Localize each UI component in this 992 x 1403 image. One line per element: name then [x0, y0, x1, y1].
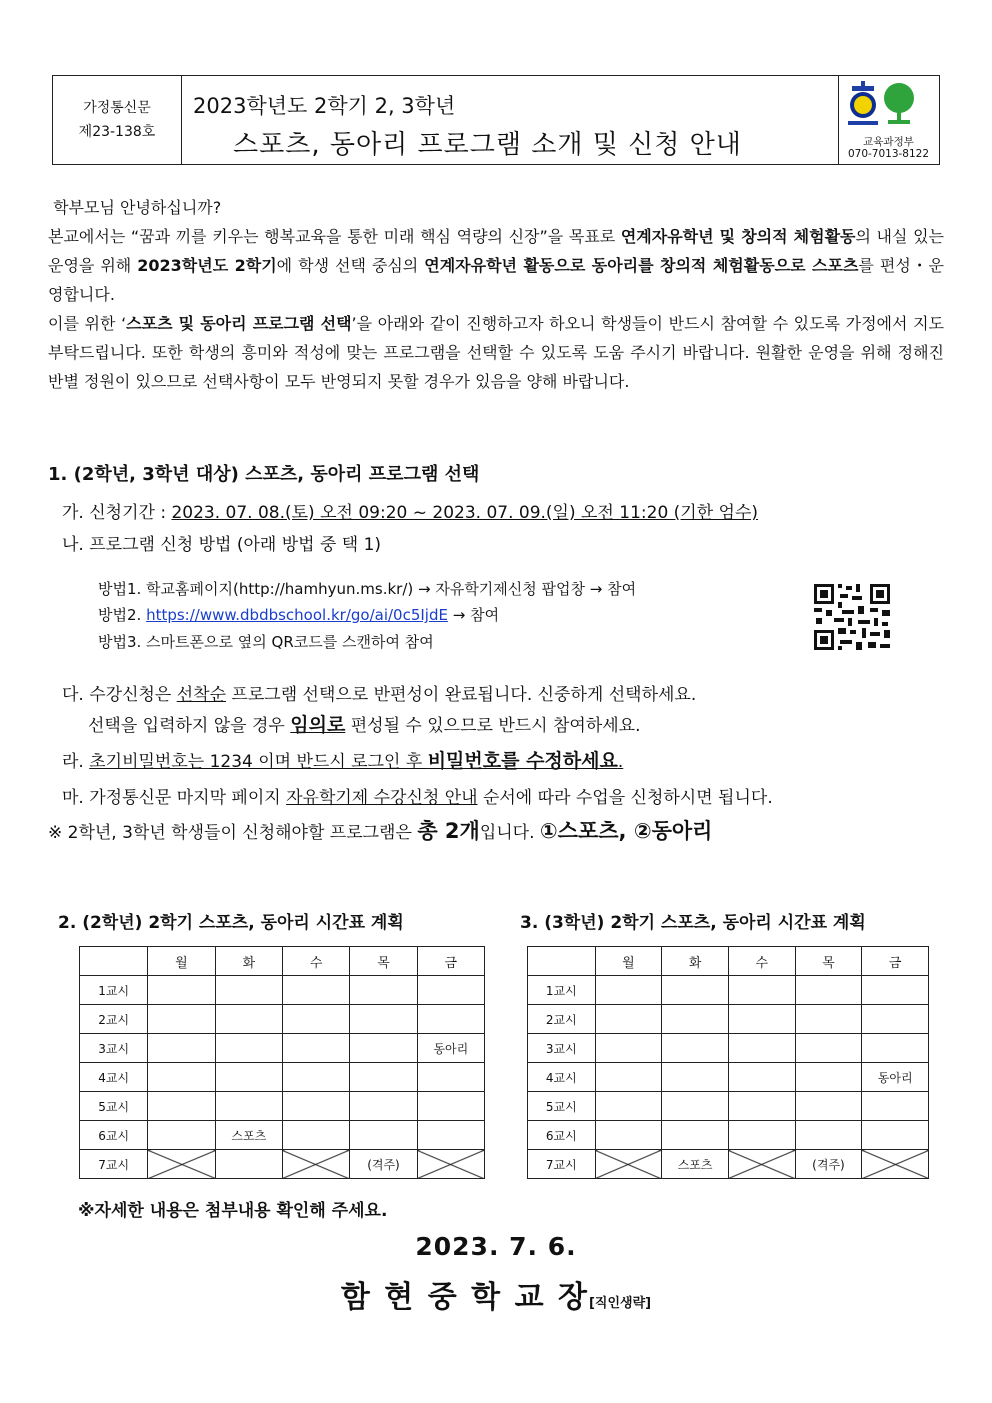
table-row — [80, 1005, 485, 1034]
timetable-cell — [282, 1005, 349, 1034]
timetable-cell — [795, 976, 862, 1005]
timetable-cell — [215, 1092, 282, 1121]
timetable-cell — [595, 976, 662, 1005]
section3-title: 3. (3학년) 2학기 스포츠, 동아리 시간표 계획 — [520, 913, 866, 933]
day-header: 목 — [350, 947, 417, 976]
day-header: 수 — [728, 947, 795, 976]
detail-note: ※자세한 내용은 첨부내용 확인해 주세요. — [78, 1201, 388, 1221]
timetable-cell — [795, 1005, 862, 1034]
no-class-cell — [148, 1150, 215, 1179]
timetable-cell — [282, 1034, 349, 1063]
timetable-grade3 — [527, 946, 929, 1179]
timetable-cell — [215, 1005, 282, 1034]
table-row — [528, 1034, 929, 1063]
timetable-cell — [350, 976, 417, 1005]
day-header: 금 — [862, 947, 929, 976]
timetable-cell — [795, 1063, 862, 1092]
method-2: 방법2. https://www.dbdbschool.kr/go/ai/0c5IjdE → 참여 — [98, 606, 500, 624]
timetable-cell — [215, 1063, 282, 1092]
timetable-cell — [417, 1092, 484, 1121]
table-row — [80, 1034, 485, 1063]
timetable-cell — [728, 976, 795, 1005]
timetable-cell — [148, 1005, 215, 1034]
apply-link[interactable]: https://www.dbdbschool.kr/go/ai/0c5IjdE — [146, 606, 448, 624]
timetable-cell — [662, 976, 729, 1005]
timetable-cell — [215, 976, 282, 1005]
timetable-cell — [148, 1063, 215, 1092]
timetable-cell — [728, 1005, 795, 1034]
doc-number: 제23-138호 — [78, 124, 156, 140]
timetable-cell — [350, 1034, 417, 1063]
timetable-cell — [282, 1121, 349, 1150]
period-label: 3교시 — [528, 1034, 596, 1063]
timetable-cell — [350, 1092, 417, 1121]
intro-text — [48, 193, 944, 396]
timetable-cell: 스포츠 — [215, 1121, 282, 1150]
timetable-cell — [728, 1121, 795, 1150]
timetable-cell — [662, 1092, 729, 1121]
timetable-cell — [595, 1034, 662, 1063]
timetable-cell — [215, 1034, 282, 1063]
timetable-cell — [350, 1063, 417, 1092]
day-header: 화 — [215, 947, 282, 976]
no-class-cell — [595, 1150, 662, 1179]
timetable-cell — [662, 1121, 729, 1150]
item-da-2: 선택을 입력하지 않을 경우 임의로 편성될 수 있으므로 반드시 참여하세요. — [88, 714, 641, 736]
timetable-cell — [148, 976, 215, 1005]
timetable-cell — [148, 1121, 215, 1150]
timetable-cell — [215, 1150, 282, 1179]
timetable-cell — [282, 1063, 349, 1092]
period-label: 7교시 — [528, 1150, 596, 1179]
logo-cell — [838, 76, 939, 164]
page-title: 스포츠, 동아리 프로그램 소개 및 신청 안내 — [233, 130, 742, 160]
qr-code-icon[interactable] — [812, 582, 892, 652]
timetable-cell: (격주) — [350, 1150, 417, 1179]
timetable-cell: (격주) — [795, 1150, 862, 1179]
header-box — [52, 75, 940, 165]
no-class-cell — [728, 1150, 795, 1179]
period-label: 2교시 — [80, 1005, 148, 1034]
day-header: 월 — [148, 947, 215, 976]
dept-name: 교육과정부 — [863, 136, 914, 148]
title-line1: 2023학년도 2학기 2, 3학년 — [193, 94, 456, 118]
item-ra: 라. 초기비밀번호는 1234 이며 반드시 로그인 후 비밀번호를 수정하세요. — [62, 750, 624, 772]
table-row — [528, 1092, 929, 1121]
timetable-cell — [728, 1063, 795, 1092]
timetable-cell — [417, 1063, 484, 1092]
timetable-cell — [728, 1092, 795, 1121]
section1-title: 1. (2학년, 3학년 대상) 스포츠, 동아리 프로그램 선택 — [48, 464, 480, 485]
timetable-cell — [595, 1121, 662, 1150]
table-row — [528, 1005, 929, 1034]
timetable-cell: 스포츠 — [662, 1150, 729, 1179]
item-da: 다. 수강신청은 선착순 프로그램 선택으로 반편성이 완료됩니다. 신중하게 선택하세요. — [62, 685, 697, 705]
greeting: 학부모님 안녕하십니까? — [53, 198, 222, 217]
timetable-cell — [148, 1034, 215, 1063]
timetable-cell — [862, 1005, 929, 1034]
timetable-cell — [795, 1034, 862, 1063]
apply-period: 가. 신청기간 : 2023. 07. 08.(토) 오전 09:20 ~ 2023. 07. 09.(일) 오전 11:20 (기한 엄수) — [62, 503, 759, 523]
timetable-cell — [282, 976, 349, 1005]
period-label: 7교시 — [80, 1150, 148, 1179]
method-3: 방법3. 스마트폰으로 옆의 QR코드를 스캔하여 참여 — [98, 633, 434, 651]
period-label: 1교시 — [80, 976, 148, 1005]
timetable-header-row — [80, 947, 485, 976]
no-class-cell — [862, 1150, 929, 1179]
signature-line — [0, 1272, 992, 1316]
timetable-cell — [417, 976, 484, 1005]
timetable-cell — [595, 1005, 662, 1034]
timetable-cell — [862, 1121, 929, 1150]
timetable-cell — [862, 1092, 929, 1121]
timetable-cell: 동아리 — [417, 1034, 484, 1063]
corner-cell — [528, 947, 596, 976]
period-label: 4교시 — [80, 1063, 148, 1092]
timetable-cell — [862, 976, 929, 1005]
table-row — [80, 976, 485, 1005]
program-note: ※ 2학년, 3학년 학생들이 신청해야할 프로그램은 총 2개입니다. ①스포츠, ②동아리 — [48, 819, 713, 843]
method-1: 방법1. 학교홈페이지(http://hamhyun.ms.kr/) → 자유학기제신청 팝업창 → 참여 — [98, 580, 637, 598]
table-row — [80, 1150, 485, 1179]
period-label: 6교시 — [80, 1121, 148, 1150]
period-label: 2교시 — [528, 1005, 596, 1034]
timetable-cell — [350, 1005, 417, 1034]
day-header: 화 — [662, 947, 729, 976]
timetable-cell — [728, 1034, 795, 1063]
timetable-cell — [417, 1005, 484, 1034]
intro-paragraph-1: 본교에서는 “꿈과 끼를 키우는 행복교육을 통한 미래 핵심 역량의 신장”을 목표로 연계자유학년 및 창의적 체험활동의 내실 있는 운영을 위해 2023학년도 2학기에 학생 선택 중심의 연계자유학년 활동으로 동아리를 창의적 체험활동으로 스포츠를 편성・운영합니다. — [48, 227, 945, 304]
corner-cell — [80, 947, 148, 976]
day-header: 금 — [417, 947, 484, 976]
timetable-cell — [662, 1034, 729, 1063]
intro-paragraph-2: 이를 위한 ‘스포츠 및 동아리 프로그램 선택’을 아래와 같이 진행하고자 하오니 학생들이 반드시 참여할 수 있도록 가정에서 지도 부탁드립니다. 또한 학생의 흥미와 적성에 맞는 프로그램을 선택할 수 있도록 도움 주시기 바랍니다. 원활한 운영을 위해 정해진 반별 정원이 있으므로 선택사항이 모두 반영되지 못할 경우가 있음을 양해 바랍니다. — [48, 314, 944, 391]
doc-info-cell — [53, 76, 182, 164]
table-row — [528, 1150, 929, 1179]
timetable-cell — [148, 1092, 215, 1121]
day-header: 월 — [595, 947, 662, 976]
period-label: 5교시 — [80, 1092, 148, 1121]
timetable-cell — [862, 1034, 929, 1063]
timetable-cell — [595, 1092, 662, 1121]
timetable-cell — [795, 1121, 862, 1150]
day-header: 수 — [282, 947, 349, 976]
no-class-cell — [282, 1150, 349, 1179]
period-label: 5교시 — [528, 1092, 596, 1121]
apply-method-title: 나. 프로그램 신청 방법 (아래 방법 중 택 1) — [62, 535, 382, 555]
item-ma: 마. 가정통신문 마지막 페이지 자유학기제 수강신청 안내 순서에 따라 수업을 신청하시면 됩니다. — [62, 788, 773, 808]
period-label: 6교시 — [528, 1121, 596, 1150]
dept-phone: 070-7013-8122 — [847, 148, 930, 160]
timetable-cell — [662, 1005, 729, 1034]
day-header: 목 — [795, 947, 862, 976]
timetable-cell — [595, 1063, 662, 1092]
timetable-cell: 동아리 — [862, 1063, 929, 1092]
timetable-cell — [417, 1121, 484, 1150]
no-class-cell — [417, 1150, 484, 1179]
timetable-cell — [282, 1092, 349, 1121]
period-label: 3교시 — [80, 1034, 148, 1063]
section2-title: 2. (2학년) 2학기 스포츠, 동아리 시간표 계획 — [58, 913, 404, 933]
timetable-cell — [350, 1121, 417, 1150]
seal-note: [직인생략] — [588, 1296, 652, 1311]
newsletter-label: 가정통신문 — [83, 100, 151, 116]
timetable-cell — [662, 1063, 729, 1092]
timetable-cell — [795, 1092, 862, 1121]
school-logo-icon — [838, 76, 939, 134]
title-cell — [181, 76, 839, 164]
issue-date: 2023. 7. 6. — [415, 1232, 577, 1261]
timetable-header-row — [528, 947, 929, 976]
table-row — [80, 1092, 485, 1121]
table-row — [80, 1121, 485, 1150]
period-label: 1교시 — [528, 976, 596, 1005]
timetable-grade2 — [79, 946, 485, 1179]
table-row — [528, 1063, 929, 1092]
period-label: 4교시 — [528, 1063, 596, 1092]
signer-name: 함 현 중 학 교 장 — [340, 1280, 589, 1315]
table-row — [528, 976, 929, 1005]
table-row — [528, 1121, 929, 1150]
table-row — [80, 1063, 485, 1092]
